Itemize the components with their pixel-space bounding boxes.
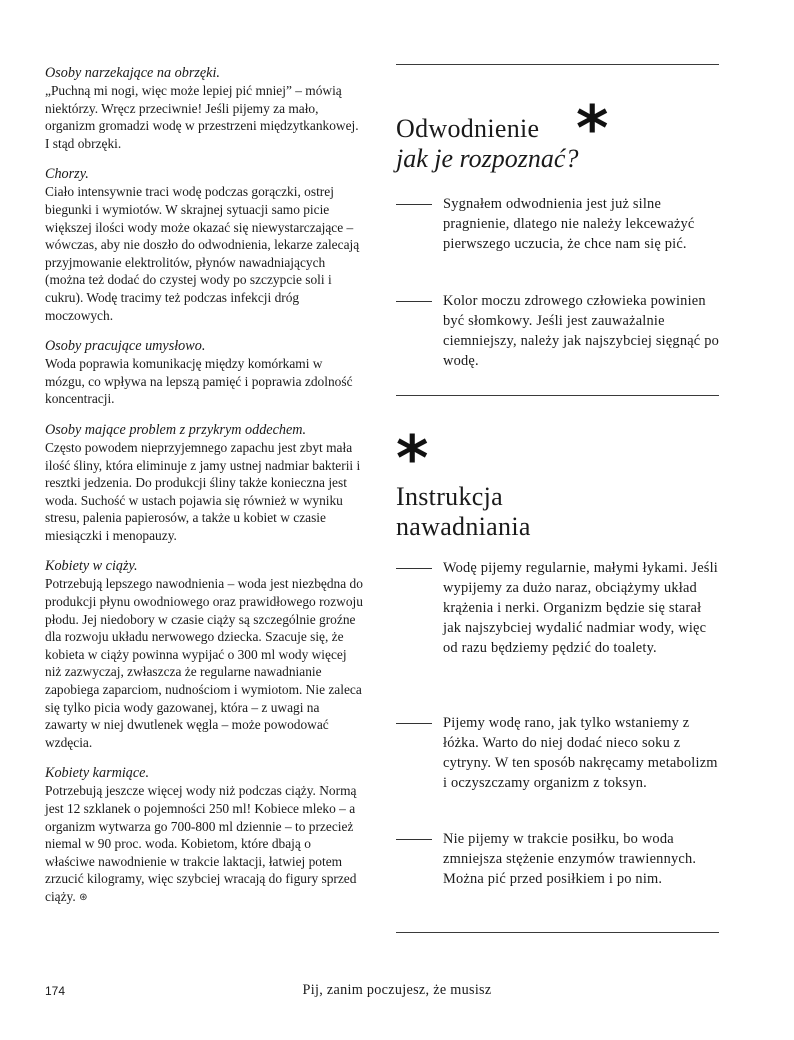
section-heading: Chorzy. xyxy=(45,166,89,183)
left-column xyxy=(45,64,363,920)
box-instrukcja-header xyxy=(396,422,719,542)
list-item-text: Sygnałem odwodnienia jest już silne pragnienie, dlatego nie należy lekceważyć pierwszego uczucia, że chce nam się pić. xyxy=(443,196,695,252)
dash-marker xyxy=(396,723,432,724)
divider-top xyxy=(396,64,719,65)
dash-marker xyxy=(396,301,432,302)
running-footer-title: Pij, zanim poczujesz, że musisz xyxy=(302,982,492,998)
section-heading: Osoby pracujące umysłowo. xyxy=(45,338,206,355)
section-ciaza xyxy=(45,557,363,751)
dash-marker xyxy=(396,204,432,205)
list-item xyxy=(396,194,719,254)
section-body: „Puchną mi nogi, więc może lepiej pić mniej” – mówią niektórzy. Wręcz przeciwnie! Jeśli pijemy za mało, organizm gromadzi wodę w przestrzeni międzytkankowej. I stąd obrzęki. xyxy=(45,83,359,151)
list-item-text: Nie pijemy w trakcie posiłku, bo woda zmniejsza stężenie enzymów trawiennych. Można pić przed posiłkiem i po nim. xyxy=(443,831,697,887)
section-heading: Osoby narzekające na obrzęki. xyxy=(45,65,220,81)
box-title-line1: Instrukcja xyxy=(396,482,503,511)
section-body: Potrzebują jeszcze więcej wody niż podczas ciąży. Normą jest 12 szklanek o pojemności 250 ml! Kobiece mleko – a organizm wytwarza go 700-800 ml dziennie – to przecież niemal w 90 proc. woda. Kobietom, które dbają o właściwe nawodnienie w trakcie laktacji, łatwiej potem zrzucić kilogramy, więc szybciej wracają do figury sprzed ciąży. xyxy=(45,783,357,904)
section-heading: Kobiety karmiące. xyxy=(45,765,150,782)
list-item xyxy=(396,829,719,889)
box-title: Odwodnienie xyxy=(396,114,540,143)
section-heading: Osoby mające problem z przykrym oddechem. xyxy=(45,421,307,438)
divider-bottom xyxy=(396,932,719,933)
dash-marker xyxy=(396,568,432,569)
box-odwodnienie-header xyxy=(396,92,719,174)
section-body: Woda poprawia komunikację między komórkami w mózgu, co wpływa na lepszą pamięć i poprawia zdolność koncentracji. xyxy=(45,356,353,407)
section-obrzeki xyxy=(45,64,363,152)
section-heading: Kobiety w ciąży. xyxy=(45,558,138,575)
section-body: Ciało intensywnie traci wodę podczas gorączki, ostrej biegunki i wymiotów. W skrajnej sytuacji samo picie większej ilości wody może okazać się niewystarczające – wówczas, aby nie doszło do odwodnienia, lekarze zalecają przyjmowanie elektrolitów, płynów nawadniających (można też dodać do czystej wody po szczypcie soli i cukru). Wodę tracimy też podczas infekcji dróg moczowych. xyxy=(45,184,360,323)
asterisk-icon: * xyxy=(396,422,429,495)
list-item-text: Kolor moczu zdrowego człowieka powinien być słomkowy. Jeśli jest zauważalnie ciemniejszy, należy jak najszybciej sięgnąć po wodę. xyxy=(443,293,719,369)
list-item xyxy=(396,291,719,371)
dash-marker xyxy=(396,839,432,840)
list-item-text: Wodę pijemy regularnie, małymi łykami. Jeśli wypijemy za dużo naraz, obciążymy układ krążenia i nerki. Organizm będzie się starał jak najszybciej wydalić nadmiar wody, więc od razu będziemy pędzić do toalety. xyxy=(443,560,719,656)
asterisk-icon: * xyxy=(576,92,609,165)
list-item xyxy=(396,713,719,793)
list-item-text: Pijemy wodę rano, jak tylko wstaniemy z łóżka. Warto do niej dodać nieco soku z cytryny. W ten sposób nakręcamy metabolizm i oczyszczamy organizm z toksyn. xyxy=(443,715,718,791)
section-praca-umyslowa xyxy=(45,337,363,408)
list-item xyxy=(396,558,719,658)
box-title-line2: nawadniania xyxy=(396,512,531,541)
section-karmiace xyxy=(45,764,363,906)
page-number: 174 xyxy=(45,984,66,998)
end-mark-icon: ⊛ xyxy=(79,891,88,903)
section-body: Potrzebują lepszego nawodnienia – woda jest niezbędna do produkcji płynu owodniowego oraz prawidłowego rozwoju płodu. Jej niedobory w czasie ciąży są szczególnie groźne dla rozwoju układu nerwowego dziecka. Szacuje się, że kobieta w ciąży powinna wypijać o 300 ml wody więcej niż zazwyczaj, zwłaszcza że regularne nawadnianie zapobiega zaparciom, nudnościom i wymiotom. Nie zaleca się tylko picia wody gazowanej, która – z uwagi na zawarty w niej dwutlenek węgla – może powodować wzdęcia. xyxy=(45,576,363,750)
section-chorzy xyxy=(45,165,363,324)
box-subtitle: jak je rozpoznać? xyxy=(396,144,579,173)
divider-middle xyxy=(396,395,719,396)
section-oddech xyxy=(45,421,363,545)
section-body: Często powodem nieprzyjemnego zapachu jest zbyt mała ilość śliny, która eliminuje z jamy ustnej nadmiar bakterii i resztki jedzenia. Do produkcji śliny także konieczna jest woda. Suchość w ustach pojawia się również w wyniku stresu, palenia papierosów, a także u kobiet w czasie miesiączki i menopauzy. xyxy=(45,439,361,543)
